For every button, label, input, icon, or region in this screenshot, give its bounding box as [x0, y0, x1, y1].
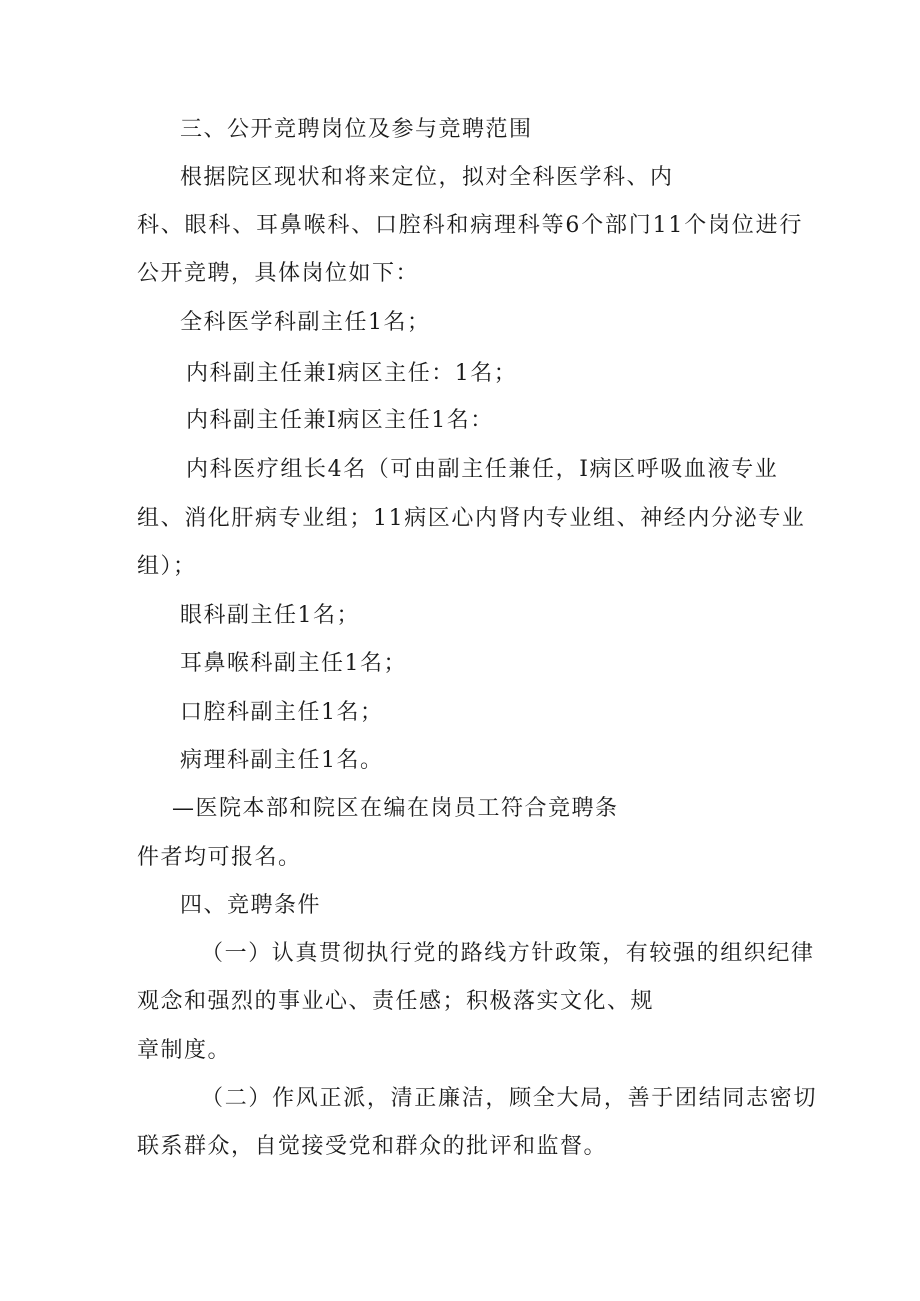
- paragraph-line: —医院本部和院区在编在岗员工符合竞聘条: [172, 796, 619, 821]
- paragraph-line: 联系群众，自觉接受党和群众的批评和监督。: [137, 1134, 608, 1159]
- paragraph-line: 组）；: [137, 554, 197, 579]
- condition-item: （二）作风正派，清正廉洁，顾全大局，善于团结同志密切: [201, 1086, 818, 1111]
- position-item: 口腔科副主任1名；: [180, 700, 384, 725]
- paragraph-line: 观念和强烈的事业心、责任感；积极落实文化、规: [137, 989, 655, 1014]
- section-heading-positions: 三、公开竞聘岗位及参与竞聘范围: [180, 117, 533, 142]
- position-item: 病理科副主任1名。: [180, 748, 384, 773]
- position-item: 内科副主任兼I病区主任1名：: [186, 408, 494, 433]
- condition-item: （一）认真贯彻执行党的路线方针政策，有较强的组织纪律: [201, 941, 815, 966]
- paragraph-line: 根据院区现状和将来定位，拟对全科医学科、内: [180, 165, 674, 190]
- position-item: 眼科副主任1名；: [180, 603, 360, 628]
- paragraph-line: 件者均可报名。: [137, 845, 302, 870]
- position-item: 内科副主任兼I病区主任：1名；: [186, 361, 518, 386]
- position-item: 内科医疗组长4名（可由副主任兼任，I病区呼吸血液专业: [186, 457, 779, 482]
- position-item: 全科医学科副主任1名；: [180, 310, 431, 335]
- position-item: 耳鼻喉科副主任1名；: [180, 651, 407, 676]
- paragraph-line: 公开竞聘，具体岗位如下：: [137, 261, 420, 286]
- paragraph-line: 组、消化肝病专业组；11病区心内肾内专业组、神经内分泌专业: [137, 506, 806, 531]
- paragraph-line: 科、眼科、耳鼻喉科、口腔科和病理科等6个部门11个岗位进行: [137, 213, 804, 238]
- section-heading-conditions: 四、竞聘条件: [180, 893, 322, 918]
- paragraph-line: 章制度。: [137, 1038, 232, 1063]
